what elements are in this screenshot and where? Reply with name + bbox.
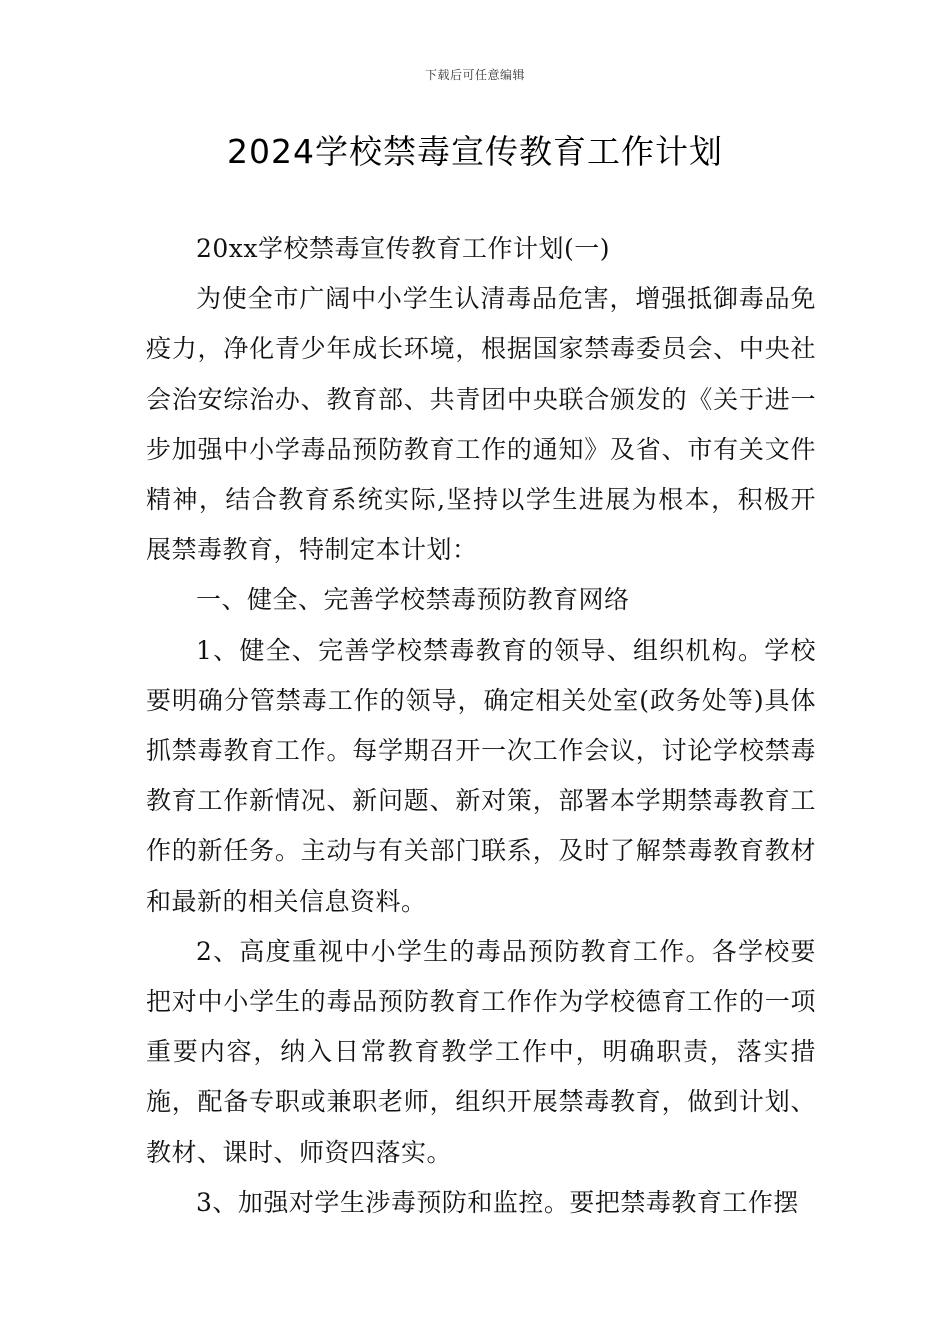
paragraph-item-3: 3、加强对学生涉毒预防和监控。要把禁毒教育工作摆 [196,1187,799,1217]
paragraph-item-1: 1、健全、完善学校禁毒教育的领导、组织机构。学校要明确分管禁毒工作的领导，确定相关处室(政务处等)具体抓禁毒教育工作。每学期召开一次工作会议，讨论学校禁毒教育工作新情况、新问题、新对策，部署本学期禁毒教育工作的新任务。主动与有关部门联系，及时了解禁毒教育教材和最新的相关信息资料。 [146,635,816,916]
section-heading-1: 一、健全、完善学校禁毒预防教育网络 [196,585,630,615]
header-note: 下载后可任意编辑 [424,68,525,82]
paragraph-item-2: 2、高度重视中小学生的毒品预防教育工作。各学校要把对中小学生的毒品预防教育工作作为学校德育工作的一项重要内容，纳入日常教育教学工作中，明确职责，落实措施，配备专职或兼职老师，组织开展禁毒教育，做到计划、教材、课时、师资四落实。 [146,936,816,1167]
paragraph-intro: 为使全市广阔中小学生认清毒品危害，增强抵御毒品免疫力，净化青少年成长环境，根据国家禁毒委员会、中央社会治安综治办、教育部、共青团中央联合颁发的《关于进一步加强中小学毒品预防教育工作的通知》及省、市有关文件精神，结合教育系统实际,坚持以学生进展为根本，积极开展禁毒教育，特制定本计划： [146,284,816,565]
document-title: 2024学校禁毒宣传教育工作计划 [227,132,723,171]
paragraph-subtitle: 20xx学校禁毒宣传教育工作计划(一) [196,234,611,263]
document-body [146,224,816,1228]
